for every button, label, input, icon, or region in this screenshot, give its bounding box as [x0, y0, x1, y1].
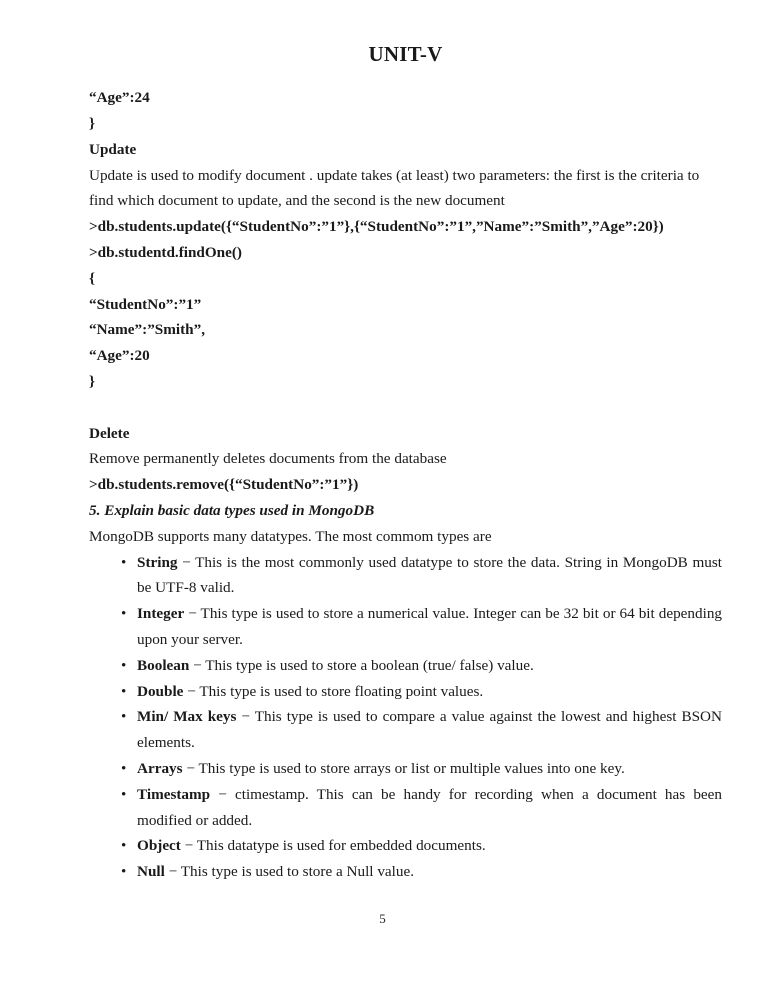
data-type-term: Double	[137, 682, 184, 700]
bullet-icon: •	[121, 605, 127, 623]
separator-dash: −	[177, 553, 196, 571]
data-type-term: Arrays	[137, 759, 183, 777]
data-type-term: Integer	[137, 605, 185, 623]
separator-dash: −	[189, 656, 206, 674]
list-item	[89, 782, 722, 834]
text-line: }	[89, 114, 95, 132]
data-type-term: Null	[137, 863, 165, 881]
bullet-icon: •	[121, 837, 127, 855]
document-body	[89, 42, 722, 885]
data-type-term: String	[137, 553, 178, 571]
page-title: UNIT-V	[368, 42, 443, 66]
page-number: 5	[379, 911, 386, 926]
separator-dash: −	[164, 863, 181, 881]
blank-line	[89, 395, 722, 421]
bullet-icon: •	[121, 785, 127, 803]
text-line: >db.students.remove({“StudentNo”:”1”})	[89, 476, 359, 494]
text-line: Update is used to modify document . update takes (at least) two parameters: the first is the criteria to find which document to update, and the second is the new document	[89, 166, 704, 210]
separator-dash: −	[183, 682, 200, 700]
text-line: Remove permanently deletes documents from the database	[89, 450, 447, 468]
data-types-list	[89, 550, 722, 885]
bullet-icon: •	[121, 553, 127, 571]
text-line: MongoDB supports many datatypes. The most commom types are	[89, 527, 492, 545]
bullet-icon: •	[121, 708, 127, 726]
text-line: Delete	[89, 424, 130, 442]
list-item	[89, 859, 722, 885]
data-type-term: Object	[137, 837, 181, 855]
separator-dash: −	[184, 605, 201, 623]
text-block	[89, 85, 722, 549]
data-type-term: Timestamp	[137, 785, 211, 803]
list-item	[89, 704, 722, 756]
text-line: 5. Explain basic data types used in MongoDB	[89, 501, 375, 519]
separator-dash: −	[180, 837, 197, 855]
separator-dash: −	[210, 785, 235, 803]
bullet-icon: •	[121, 656, 127, 674]
list-item	[89, 601, 722, 653]
text-line: Update	[89, 140, 137, 158]
bullet-icon: •	[121, 682, 127, 700]
data-type-description: This type is used to store arrays or list or multiple values into one key.	[198, 759, 625, 777]
data-type-description: This type is used to compare a value against the lowest and highest BSON elements.	[137, 708, 722, 752]
separator-dash: −	[236, 708, 255, 726]
text-line: {	[89, 269, 95, 287]
text-line: “Name”:”Smith”,	[89, 321, 206, 339]
bullet-icon: •	[121, 759, 127, 777]
list-item	[89, 550, 722, 602]
text-line: “Age”:24	[89, 89, 150, 107]
list-item	[89, 653, 722, 679]
list-item	[89, 679, 722, 705]
text-line: “Age”:20	[89, 347, 150, 365]
text-line: “StudentNo”:”1”	[89, 295, 202, 313]
data-type-term: Min/ Max keys	[137, 708, 237, 726]
list-item	[89, 756, 722, 782]
separator-dash: −	[182, 759, 199, 777]
data-type-description: This type is used to store floating point values.	[199, 682, 484, 700]
data-type-description: This datatype is used for embedded documents.	[196, 837, 486, 855]
data-type-description: This type is used to store a Null value.	[180, 863, 415, 881]
data-type-description: ctimestamp. This can be handy for recording when a document has been modified or added.	[137, 785, 722, 829]
text-line: }	[89, 372, 95, 390]
data-type-description: This type is used to store a numerical value. Integer can be 32 bit or 64 bit depending upon your server.	[137, 605, 723, 648]
data-type-term: Boolean	[137, 656, 190, 674]
text-line: >db.studentd.findOne()	[89, 243, 242, 261]
data-type-description: This type is used to store a boolean (true/ false) value.	[205, 656, 534, 674]
list-item	[89, 833, 722, 859]
bullet-icon: •	[121, 863, 127, 881]
text-line: >db.students.update({“StudentNo”:”1”},{“StudentNo”:”1”,”Name”:”Smith”,”Age”:20})	[89, 218, 664, 236]
data-type-description: This is the most commonly used datatype to store the data. String in MongoDB must be UTF-8 valid.	[137, 553, 722, 597]
